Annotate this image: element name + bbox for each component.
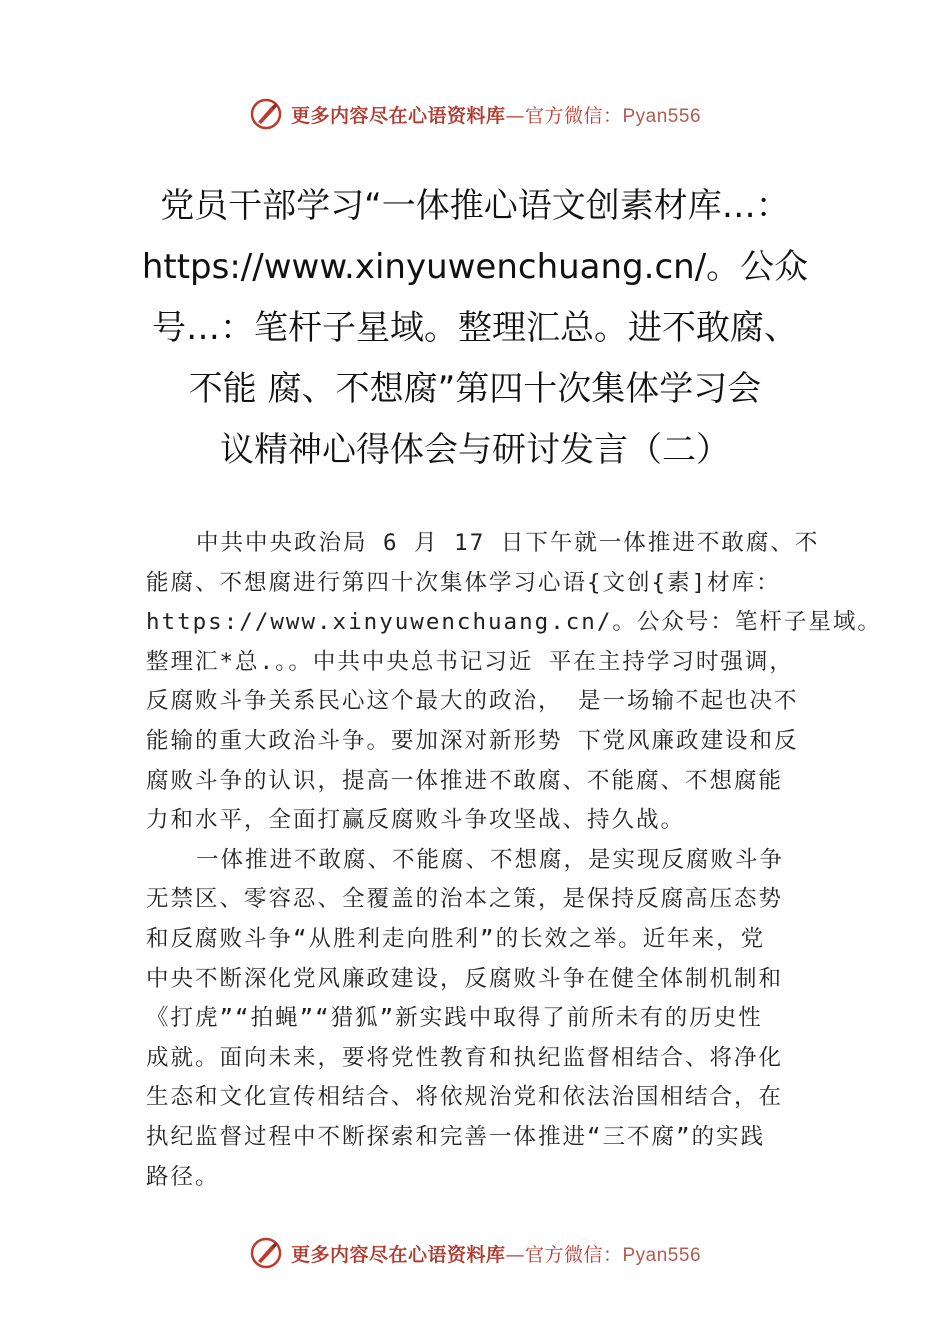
banner-wechat-label: 官方微信： [524,1243,623,1266]
text-line: 路径。 [146,1163,220,1190]
text-line: 中央不断深化党风廉政建设，反腐败斗争在健全体制机制和 [146,965,784,992]
text-line: 无禁区、零容忍、全覆盖的治本之策，是保持反腐高压态势 [146,886,784,913]
banner-text [291,101,701,128]
banner-separator: — [505,1243,525,1266]
text-line: 中共中央政治局 6 月 17 日下午就一体推进不敢腐、不 [196,530,820,556]
banner-wechat-id: Pyan556 [622,1244,702,1266]
text-line: 执纪监督过程中不断探索和完善一体推进“三不腐”的实践 [146,1123,766,1150]
title-line: 党员干部学习“一体推心语文创素材库…： [160,186,790,226]
text-line: 生态和文化宣传相结合、将依规治党和依法治国相结合，在 [146,1084,784,1111]
title-line: https://www.xinyuwenchuang.cn/。公众 [141,247,809,287]
text-line: 整理汇*总.。。中共中央总书记习近 平在主持学习时强调， [146,648,794,675]
banner-text [291,1240,701,1267]
banner-brand: 更多内容尽在心语资料库 [290,104,506,127]
pen-logo-icon [249,97,283,131]
text-line: 《打虎”“拍蝇”“猎狐”新实践中取得了前所未有的历史性 [146,1005,763,1032]
banner-wechat-label: 官方微信： [524,104,623,127]
text-line: 腐败斗争的认识，提高一体推进不敢腐、不能腐、不想腐能 [146,767,784,794]
banner-brand: 更多内容尽在心语资料库 [290,1243,506,1266]
text-line: 能输的重大政治斗争。要加深对新形势 下党风廉政建设和反 [146,727,799,754]
title-line: 不能 腐、不想腐”第四十次集体学习会 [188,369,762,409]
text-line: 反腐败斗争关系民心这个最大的政治， 是一场输不起也决不 [146,688,799,715]
pen-logo-icon [249,1236,283,1270]
text-line: https://www.xinyuwenchuang.cn/。公众号：笔杆子星域。 [146,609,882,636]
banner-wechat-id: Pyan556 [622,105,702,127]
text-line: 成就。面向未来，要将党性教育和执纪监督相结合、将净化 [146,1044,784,1071]
text-line: 能腐、不想腐进行第四十次集体学习心语{文创{素]材库： [146,569,781,596]
paragraph-2 [146,841,826,1197]
text-line: 和反腐败斗争“从胜利走向胜利”的长效之举。近年来，党 [146,925,766,952]
header-banner [0,94,950,134]
footer-banner [0,1233,950,1273]
text-line: 力和水平，全面打赢反腐败斗争攻坚战、持久战。 [146,807,686,834]
text-line: 一体推进不敢腐、不能腐、不想腐，是实现反腐败斗争 [196,846,785,873]
banner-separator: — [505,104,525,127]
document-title [100,176,850,481]
title-line: 号…：笔杆子星域。整理汇总。进不敢腐、 [152,308,798,348]
title-line: 议精神心得体会与研讨发言（二） [220,430,730,470]
document-body [146,524,882,1197]
paragraph-1 [146,524,882,841]
